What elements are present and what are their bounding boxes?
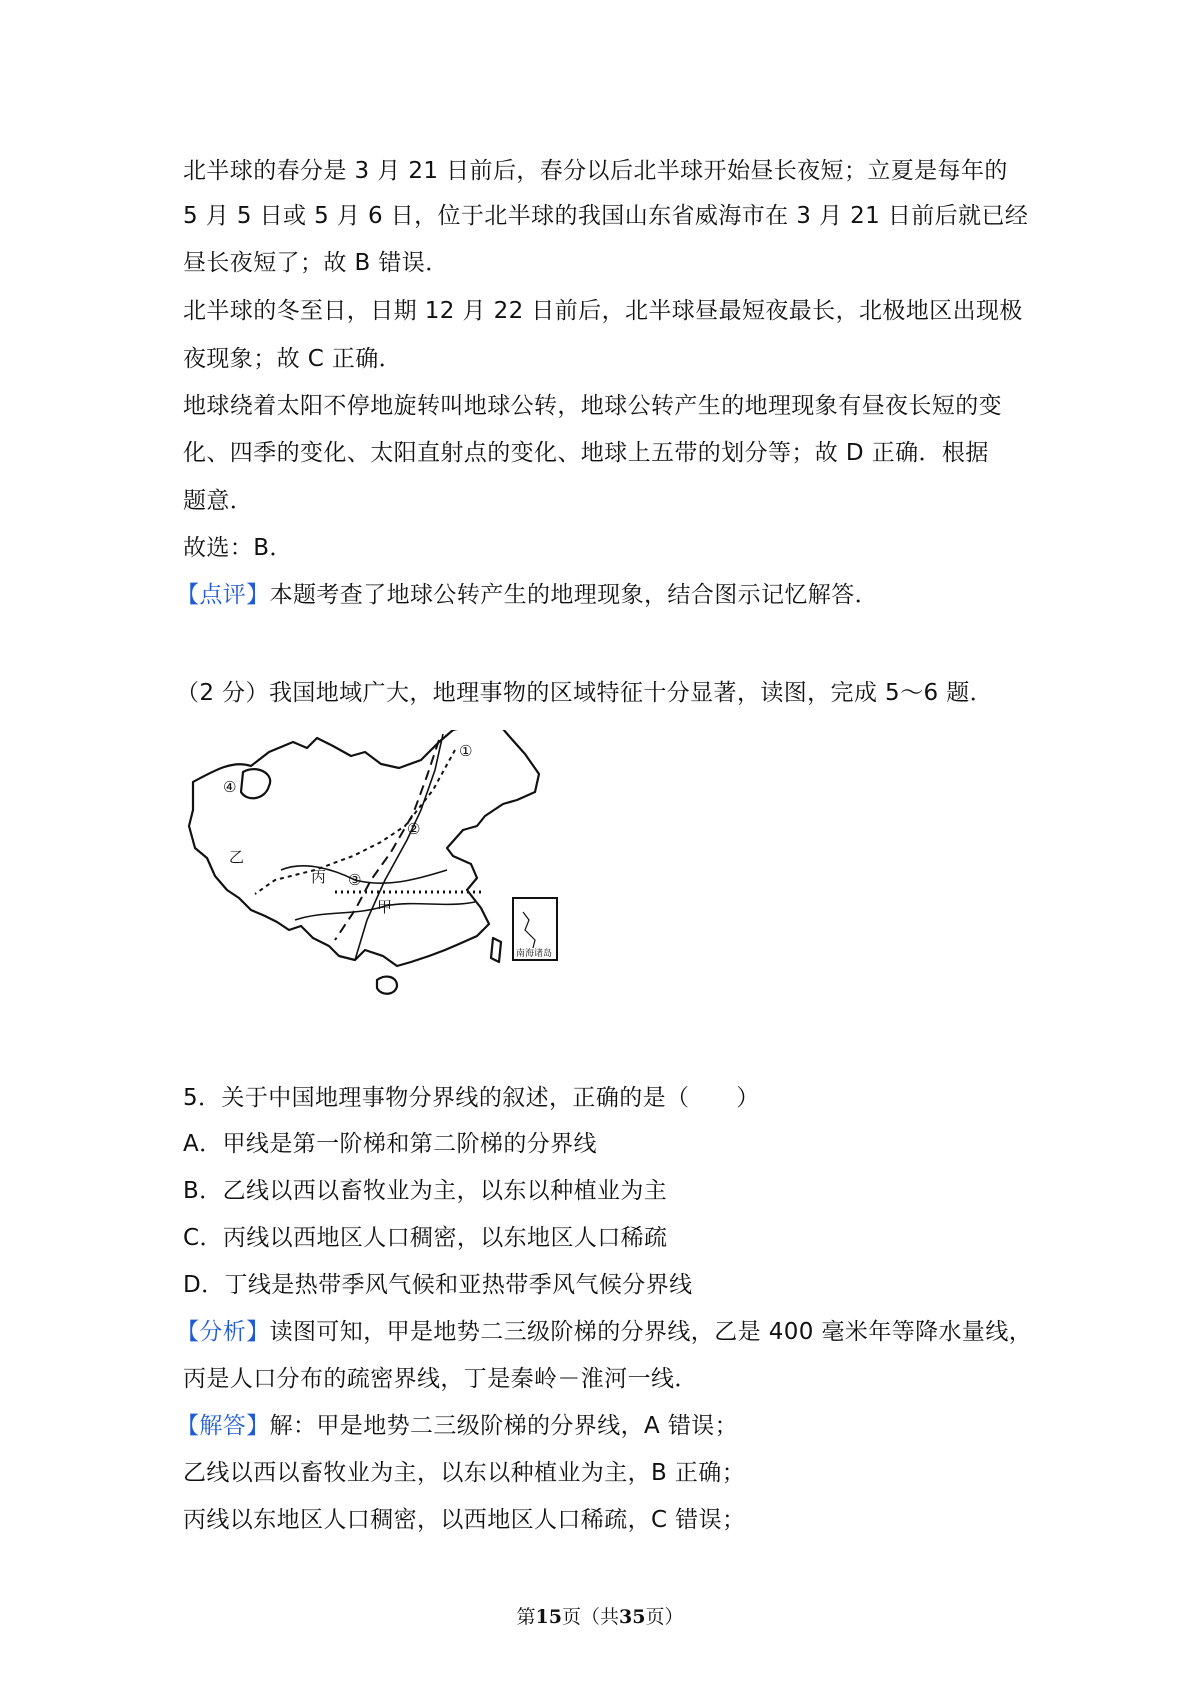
china-map [185, 730, 575, 1050]
comment-text: 本题考查了地球公转产生的地理现象，结合图示记忆解答． [269, 582, 879, 608]
page-footer [0, 1602, 1200, 1629]
line-p3-1: 地球绕着太阳不停地旋转叫地球公转，地球公转产生的地理现象有昼夜长短的变 [183, 393, 1002, 419]
line-p2-2: 夜现象；故 C 正确． [183, 346, 403, 372]
footer-total: 35 [619, 1606, 646, 1628]
map-label-3: ③ [348, 871, 362, 889]
footer-suffix: 页） [645, 1606, 684, 1628]
inset-caption: 南海诸岛 [516, 949, 553, 959]
analysis-tag: 【分析】 [176, 1319, 270, 1345]
hainan-island [377, 977, 397, 994]
map-label-1: ① [459, 742, 473, 760]
solution-line-2: 乙线以西以畜牧业为主，以东以种植业为主，B 正确； [183, 1460, 746, 1486]
taiwan-island [491, 938, 501, 962]
solution-line-3: 丙线以东地区人口稠密，以西地区人口稀疏，C 错误； [183, 1507, 746, 1533]
q5-stem: 5．关于中国地理事物分界线的叙述，正确的是（ ） [183, 1085, 760, 1111]
q5-option-b: B．乙线以西以畜牧业为主，以东以种植业为主 [183, 1178, 668, 1204]
map-label-bing: 丙 [311, 868, 327, 886]
footer-prefix: 第 [516, 1606, 536, 1628]
solution-tag: 【解答】 [176, 1413, 270, 1439]
answer-line: 故选：B． [183, 535, 293, 561]
footer-mid: 页（共 [561, 1606, 619, 1628]
line-p3-2: 化、四季的变化、太阳直射点的变化、地球上五带的划分等；故 D 正确．根据 [183, 440, 989, 466]
line-p3-3: 题意． [183, 488, 254, 514]
line-p1-3: 昼长夜短了；故 B 错误． [183, 250, 449, 276]
comment-line [176, 579, 878, 611]
solution-text-1: 解：甲是地势二三级阶梯的分界线，A 错误； [269, 1413, 739, 1439]
analysis-text-1: 读图可知，甲是地势二三级阶梯的分界线，乙是 400 毫米年等降水量线， [269, 1319, 1033, 1345]
analysis-line-1 [176, 1316, 1032, 1348]
map-label-yi: 乙 [229, 848, 245, 866]
qinghai-lake-outline [241, 769, 270, 798]
line-p1-2: 5 月 5 日或 5 月 6 日，位于北半球的我国山东省威海市在 3 月 21 日前后就已经 [183, 203, 1029, 229]
line-p2-1: 北半球的冬至日，日期 12 月 22 日前后，北半球昼最短夜最长，北极地区出现极 [183, 298, 1023, 324]
q5-option-c: C．丙线以西地区人口稠密，以东地区人口稀疏 [183, 1225, 668, 1251]
analysis-line-2: 丙是人口分布的疏密界线，丁是秦岭－淮河一线． [183, 1366, 698, 1392]
map-label-jia: 甲 [377, 898, 393, 916]
footer-page: 15 [535, 1606, 562, 1628]
river-line [281, 866, 447, 883]
q5-option-d: D．丁线是热带季风气候和亚热带季风气候分界线 [183, 1272, 693, 1298]
map-label-2: ② [407, 820, 421, 838]
q5-option-a: A．甲线是第一阶梯和第二阶梯的分界线 [183, 1131, 597, 1157]
comment-tag: 【点评】 [176, 582, 270, 608]
map-label-4: ④ [223, 778, 237, 796]
line-p1-1: 北半球的春分是 3 月 21 日前后，春分以后北半球开始昼长夜短；立夏是每年的 [183, 158, 1008, 184]
question-intro: （2 分）我国地域广大，地理事物的区域特征十分显著，读图，完成 5～6 题． [176, 680, 994, 706]
solution-line-1 [176, 1410, 738, 1442]
